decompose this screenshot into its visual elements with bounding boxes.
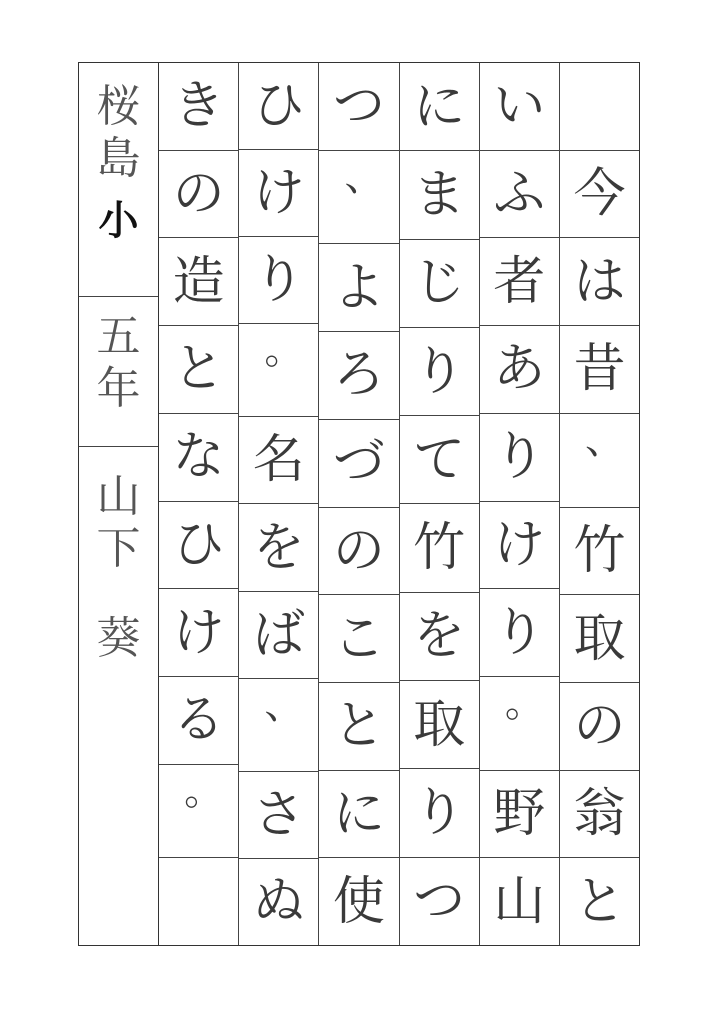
name-char: 葵 xyxy=(96,613,141,664)
grid-cell: り xyxy=(480,413,559,501)
grid-cell: き xyxy=(172,76,225,137)
school-char: 桜 xyxy=(96,81,141,132)
grid-cell: 翁 xyxy=(560,770,639,858)
grid-cell: じ xyxy=(400,239,479,327)
grid-cell: 、 xyxy=(319,150,398,244)
grid-cell: さ xyxy=(239,771,318,858)
author-column xyxy=(79,63,159,945)
school-char: 小 xyxy=(98,198,139,244)
grid-cell: ふ xyxy=(480,150,559,238)
grid-cell: の xyxy=(319,507,398,595)
grid-cell: 。 xyxy=(480,676,559,770)
grid-column xyxy=(318,63,398,945)
grade-char: 年 xyxy=(96,363,141,414)
grade-char: 五 xyxy=(96,311,141,362)
grid-cell: ろ xyxy=(319,331,398,419)
grid-cell: 昔 xyxy=(560,325,639,413)
grid-cell: 取 xyxy=(560,594,639,682)
grid-cell: つ xyxy=(400,857,479,945)
grid-cell: り xyxy=(480,588,559,676)
grid-cell: 者 xyxy=(480,237,559,325)
grid-cell: の xyxy=(159,150,238,238)
student-name-block xyxy=(79,447,158,947)
grid-cell: 。 xyxy=(159,764,238,858)
grid-cell: 取 xyxy=(400,680,479,768)
grid-column xyxy=(559,63,639,945)
grid-cell: と xyxy=(560,857,639,945)
grid-column xyxy=(238,63,318,945)
grid-cell: 今 xyxy=(560,150,639,238)
grid-cell: 名 xyxy=(239,416,318,503)
grid-cell: け xyxy=(480,501,559,589)
grid-cell: は xyxy=(560,237,639,325)
grid-cell: あ xyxy=(480,325,559,413)
grid-cell: る xyxy=(159,676,238,764)
name-char: 山 xyxy=(96,471,141,522)
grid-cell: い xyxy=(493,76,546,137)
grid-cell: 竹 xyxy=(560,507,639,595)
grid-cell: よ xyxy=(319,243,398,331)
grid-cell: づ xyxy=(319,419,398,507)
grid-cell: り xyxy=(400,327,479,415)
grid-cell: て xyxy=(400,415,479,503)
grid-cell: 使 xyxy=(319,857,398,945)
grid-cell: ひ xyxy=(159,501,238,589)
grid-cell: 造 xyxy=(159,237,238,325)
grid-cell: り xyxy=(400,768,479,856)
grid-cell: つ xyxy=(332,76,385,137)
grid-cell: 、 xyxy=(560,413,639,507)
grid-cell: こ xyxy=(319,594,398,682)
grid-cell: を xyxy=(239,503,318,590)
grid-cell: に xyxy=(413,76,466,137)
grid-cell: 山 xyxy=(480,857,559,945)
grid-cell xyxy=(159,857,238,945)
grid-cell: 竹 xyxy=(400,503,479,591)
grid-column xyxy=(399,63,479,945)
grid-cell: 、 xyxy=(239,678,318,771)
manuscript-grid xyxy=(159,63,639,945)
grid-cell: と xyxy=(159,325,238,413)
grid-cell: け xyxy=(159,588,238,676)
grid-cell: り xyxy=(239,236,318,323)
grid-cell: と xyxy=(319,682,398,770)
grid-cell: の xyxy=(560,682,639,770)
school-block xyxy=(79,63,158,297)
grid-cell: な xyxy=(159,413,238,501)
grid-cell xyxy=(560,63,639,150)
grid-column xyxy=(479,63,559,945)
school-char: 島 xyxy=(96,133,141,184)
grid-cell: け xyxy=(239,149,318,236)
grade-block xyxy=(79,297,158,447)
grid-cell: ぬ xyxy=(239,858,318,945)
grid-cell: 。 xyxy=(239,323,318,416)
writing-sheet xyxy=(78,62,640,946)
grid-cell: ま xyxy=(400,150,479,238)
grid-cell: 野 xyxy=(480,770,559,858)
grid-column xyxy=(159,63,238,945)
grid-cell: ひ xyxy=(252,76,305,137)
grid-cell: ば xyxy=(239,591,318,678)
grid-cell: に xyxy=(319,770,398,858)
grid-cell: を xyxy=(400,592,479,680)
name-char: 下 xyxy=(96,523,141,574)
